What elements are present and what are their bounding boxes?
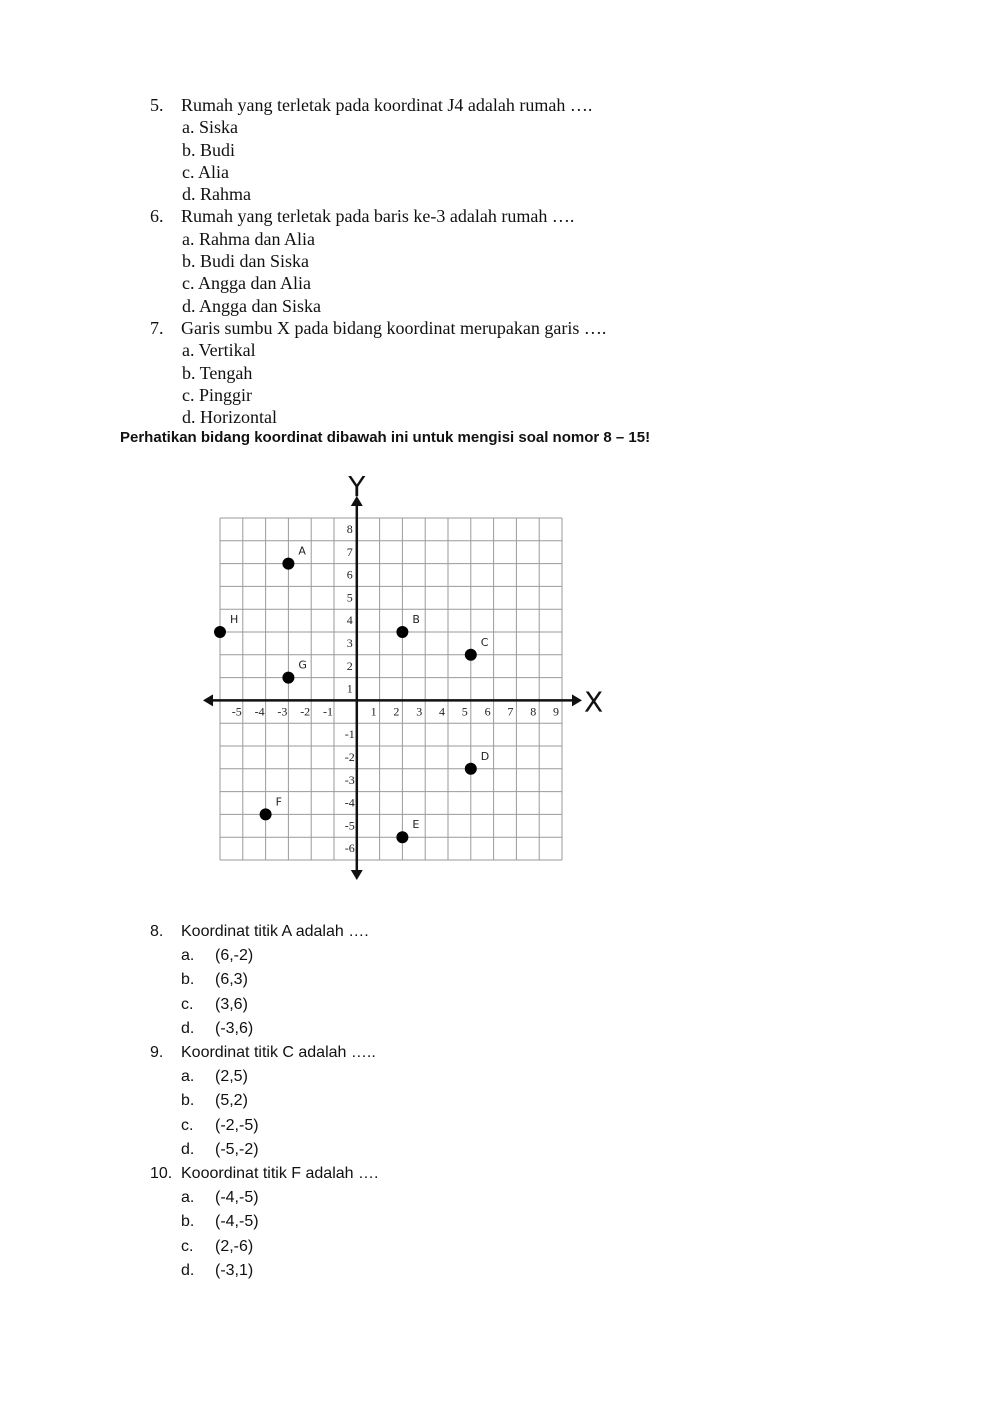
- option-value: (-3,1): [215, 1261, 254, 1279]
- x-tick-label: 1: [370, 704, 377, 719]
- option-6a[interactable]: a. Rahma dan Alia: [182, 228, 315, 249]
- option-letter: a.: [181, 947, 195, 965]
- x-axis-arrow-right: [572, 694, 582, 706]
- x-tick-label: -4: [254, 704, 265, 719]
- option-letter: b.: [181, 1092, 195, 1110]
- question-8: [150, 920, 850, 944]
- question-text: Garis sumbu X pada bidang koordinat merupakan garis ….: [181, 317, 607, 338]
- point-b: [396, 626, 408, 638]
- x-tick-label: -2: [300, 704, 311, 719]
- point-label-d: D: [480, 749, 490, 763]
- y-tick-label: 8: [346, 522, 353, 536]
- option-9c[interactable]: [150, 1114, 850, 1138]
- point-f: [260, 808, 272, 820]
- option-letter: d.: [181, 1019, 195, 1037]
- option-8c[interactable]: [150, 993, 850, 1017]
- y-tick-label: 1: [346, 681, 353, 696]
- y-tick-label: 7: [346, 544, 353, 559]
- x-tick-label: -3: [277, 704, 288, 719]
- point-label-h: H: [230, 613, 239, 626]
- y-tick-label: 6: [346, 567, 353, 582]
- point-d: [465, 763, 477, 775]
- y-tick-label: -4: [344, 795, 355, 810]
- point-c: [465, 649, 477, 661]
- option-10c[interactable]: [150, 1235, 850, 1259]
- option-value: (2,-6): [215, 1237, 254, 1255]
- point-label-e: E: [412, 818, 420, 832]
- y-axis-label: Y: [348, 470, 366, 503]
- option-letter: c.: [181, 995, 194, 1013]
- y-axis-arrow-bottom: [351, 870, 363, 880]
- question-number: 5.: [150, 95, 164, 115]
- question-text: Koordinat titik C adalah …..: [181, 1044, 376, 1062]
- option-7b[interactable]: b. Tengah: [182, 362, 253, 383]
- y-tick-label: -3: [344, 772, 355, 787]
- option-letter: d.: [181, 1140, 195, 1158]
- y-tick-label: -1: [344, 727, 355, 742]
- coordinate-plane: [195, 470, 615, 890]
- point-a: [282, 558, 294, 570]
- instruction-text: Perhatikan bidang koordinat dibawah ini untuk mengisi soal nomor 8 – 15!: [120, 429, 651, 446]
- point-label-c: C: [480, 635, 489, 649]
- x-tick-label: 5: [461, 704, 468, 719]
- question-6: [150, 205, 850, 227]
- option-8b[interactable]: [150, 968, 850, 992]
- question-number: 8.: [150, 923, 164, 940]
- option-value: (5,2): [215, 1092, 248, 1110]
- y-tick-label: -5: [344, 818, 355, 833]
- x-tick-label: 3: [416, 704, 423, 719]
- option-letter: c.: [181, 1237, 194, 1255]
- option-value: (3,6): [215, 995, 248, 1013]
- x-tick-label: 4: [439, 704, 445, 719]
- questions-5-7: [150, 94, 850, 428]
- question-10: [150, 1162, 850, 1186]
- option-5a[interactable]: a. Siska: [182, 117, 238, 138]
- option-10b[interactable]: [150, 1210, 850, 1234]
- option-9a[interactable]: [150, 1065, 850, 1089]
- option-6c[interactable]: c. Angga dan Alia: [182, 273, 311, 294]
- question-text: Kooordinat titik F adalah ….: [181, 1165, 379, 1183]
- point-label-a: A: [298, 544, 306, 558]
- option-6d[interactable]: d. Angga dan Siska: [182, 295, 321, 316]
- option-letter: b.: [181, 1213, 195, 1231]
- option-9b[interactable]: [150, 1089, 850, 1113]
- option-value: (2,5): [215, 1068, 248, 1086]
- option-value: (-5,-2): [215, 1140, 259, 1158]
- point-h: [214, 626, 226, 638]
- x-tick-label: 7: [507, 704, 514, 719]
- option-letter: a.: [181, 1068, 195, 1086]
- point-label-g: G: [298, 658, 307, 672]
- option-5b[interactable]: b. Budi: [182, 139, 236, 160]
- option-letter: a.: [181, 1189, 195, 1207]
- option-10a[interactable]: [150, 1186, 850, 1210]
- question-9: [150, 1041, 850, 1065]
- question-text: Rumah yang terletak pada baris ke-3 adalah rumah ….: [181, 206, 575, 227]
- question-number: 7.: [150, 317, 164, 338]
- questions-8-10: [150, 920, 850, 1283]
- x-axis-arrow-left: [203, 694, 213, 706]
- option-value: (-3,6): [215, 1019, 254, 1037]
- x-tick-label: 9: [553, 704, 559, 719]
- option-10d[interactable]: [150, 1259, 850, 1283]
- point-label-f: F: [275, 795, 282, 809]
- option-value: (6,-2): [215, 947, 254, 965]
- option-value: (-4,-5): [215, 1189, 259, 1207]
- x-tick-label: 2: [393, 704, 400, 719]
- y-tick-label: -2: [344, 750, 355, 764]
- option-letter: c.: [181, 1116, 194, 1134]
- y-tick-label: 3: [346, 636, 353, 650]
- x-tick-label: 6: [484, 704, 491, 719]
- option-9d[interactable]: [150, 1138, 850, 1162]
- point-label-b: B: [412, 613, 420, 626]
- question-5: [150, 94, 850, 116]
- option-5d[interactable]: d. Rahma: [182, 184, 251, 205]
- option-7c[interactable]: c. Pinggir: [182, 384, 252, 405]
- y-tick-label: 2: [346, 658, 353, 673]
- x-tick-label: -5: [231, 704, 242, 719]
- x-tick-label: -1: [323, 704, 333, 719]
- point-g: [282, 672, 294, 684]
- option-value: (6,3): [215, 971, 248, 989]
- question-number: 9.: [150, 1044, 164, 1062]
- grid: [220, 518, 562, 860]
- question-number: 6.: [150, 206, 164, 227]
- point-e: [396, 831, 408, 843]
- option-8a[interactable]: [150, 944, 850, 968]
- option-6b[interactable]: b. Budi dan Siska: [182, 251, 310, 272]
- question-text: Rumah yang terletak pada koordinat J4 adalah rumah ….: [181, 95, 593, 115]
- option-7a[interactable]: a. Vertikal: [182, 340, 256, 361]
- y-tick-label: 5: [346, 590, 353, 605]
- x-axis-label: X: [584, 685, 604, 719]
- option-letter: d.: [181, 1261, 195, 1279]
- question-7: [150, 317, 850, 339]
- y-tick-label: -6: [344, 841, 355, 856]
- x-tick-label: 8: [530, 704, 537, 719]
- option-5c[interactable]: c. Alia: [182, 161, 229, 182]
- option-8d[interactable]: [150, 1017, 850, 1041]
- y-tick-label: 4: [346, 613, 353, 628]
- question-number: 10.: [150, 1165, 173, 1183]
- option-7d[interactable]: d. Horizontal: [182, 407, 277, 428]
- option-value: (-2,-5): [215, 1116, 259, 1134]
- question-text: Koordinat titik A adalah ….: [181, 923, 369, 940]
- option-value: (-4,-5): [215, 1213, 259, 1231]
- option-letter: b.: [181, 971, 195, 989]
